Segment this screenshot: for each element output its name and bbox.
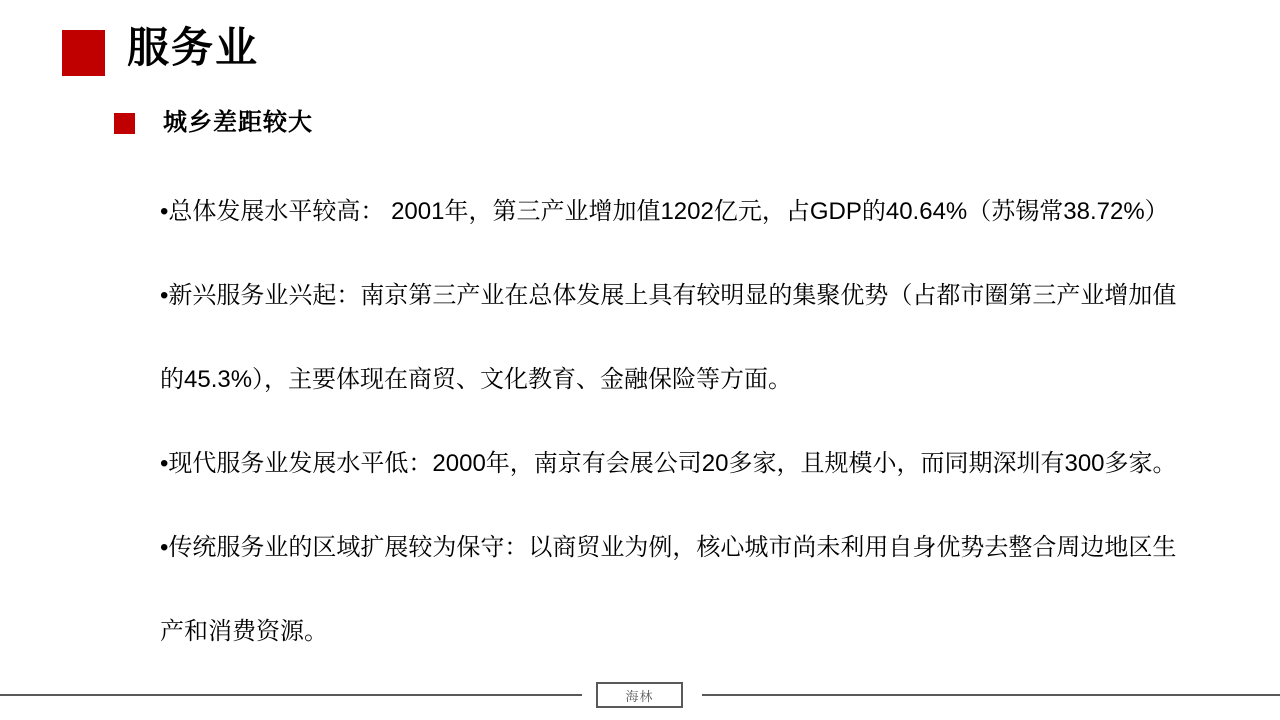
bullet-4-line-2: 产和消费资源。 [160,618,328,645]
page-title: 服务业 [127,24,260,71]
footer-author-badge [596,682,683,708]
bullet-2-line-2: 的45.3%），主要体现在商贸、文化教育、金融保险等方面。 [160,366,793,393]
footer-author-label: 海林 [625,688,654,704]
bullet-3-line-1: •现代服务业发展水平低：2000年，南京有会展公司20多家，且规模小，而同期深圳有300多家。 [160,450,1177,477]
footer-divider-left [0,694,582,696]
title-accent-square [62,30,105,76]
section-subtitle: 城乡差距较大 [163,109,313,136]
bullet-2-line-1: •新兴服务业兴起：南京第三产业在总体发展上具有较明显的集聚优势（占都市圈第三产业增加值 [160,282,1177,309]
bullet-1-line-1: •总体发展水平较高： 2001年，第三产业增加值1202亿元，占GDP的40.64%（苏锡常38.72%） [160,198,1169,225]
bullet-4-line-1: •传统服务业的区域扩展较为保守：以商贸业为例，核心城市尚未利用自身优势去整合周边地区生 [160,534,1177,561]
bullet-list [160,170,1220,674]
subtitle-accent-square [114,113,135,134]
footer-divider-right [702,694,1280,696]
